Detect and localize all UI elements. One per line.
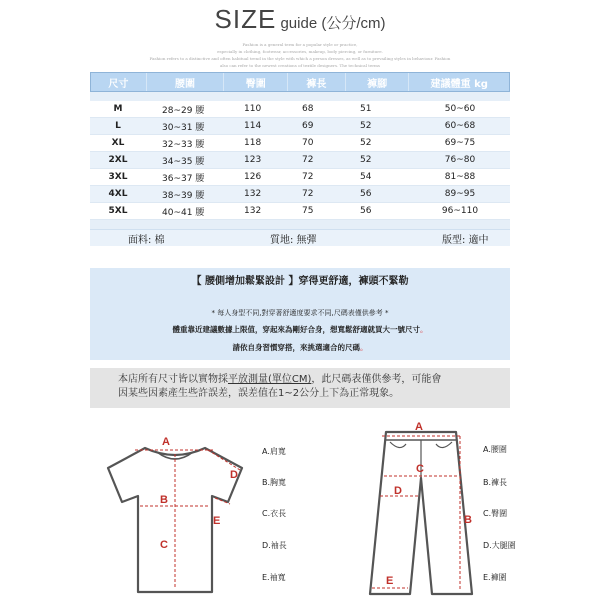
cell-hip: 132 (244, 189, 262, 199)
table-row (90, 135, 510, 152)
marker-c: C (160, 539, 168, 551)
size-table (90, 72, 510, 246)
header-waist: 腰圍 (147, 73, 225, 91)
header-weight: 建議體重 kg (430, 78, 488, 90)
cell-size: 3XL (108, 172, 128, 182)
cell-hip: 110 (244, 104, 262, 114)
fine-print-4: also can refer to the newest creations of textile designers. The technical terms (220, 63, 380, 68)
cell-waist: 32~33 腰 (162, 139, 205, 150)
header-length: 褲長 (288, 73, 346, 91)
marker-e: E (213, 515, 221, 527)
cell-size: 2XL (108, 155, 128, 165)
disclaimer-1a: 本店所有尺寸皆以實物採 (118, 374, 228, 385)
pants-pocket-right (436, 442, 452, 448)
notes-line-1: * 每人身型不同,對穿著舒適度要求不同,尺碼表僅供參考 * (211, 309, 389, 317)
pants-diagram (360, 418, 485, 598)
shirt-legend-d: D.袖長 (262, 541, 287, 550)
marker-d: D (394, 485, 402, 497)
header-hip: 臀圍 (224, 73, 288, 91)
notes-line-3 (90, 342, 510, 353)
cell-size: XL (111, 138, 125, 148)
material-label: 面料: 棉 (128, 234, 165, 246)
marker-e: E (386, 575, 394, 587)
cell-hem: 56 (360, 189, 372, 199)
cell-hem: 52 (360, 121, 372, 131)
marker-b: B (160, 494, 168, 506)
cell-hem: 51 (360, 104, 372, 114)
shirt-legend-b: B.胸寬 (262, 478, 287, 487)
cell-length: 75 (302, 206, 314, 216)
material-row (90, 229, 510, 246)
disclaimer-1u: 平放測量(單位CM) (228, 374, 312, 385)
marker-a: A (415, 421, 423, 433)
cell-length: 69 (302, 121, 314, 131)
cell-size: L (115, 121, 121, 131)
title-main: SIZE (214, 4, 277, 34)
shirt-legend-e: E.袖寬 (262, 573, 286, 582)
marker-d-line (208, 450, 240, 470)
cell-weight: 89~95 (444, 189, 476, 199)
cell-waist: 40~41 腰 (162, 207, 205, 218)
cell-hem: 54 (360, 172, 372, 182)
disclaimer-2: 因某些因素產生些許誤差，誤差值在1~2公分上下為正常現象。 (118, 388, 400, 399)
notes-line-2-text: 體重靠近建議數據上限值，穿起來為剛好合身，想寬鬆舒適就買大一號尺寸 (172, 325, 420, 334)
pants-pocket-left (390, 442, 406, 448)
cell-waist: 34~35 腰 (162, 156, 205, 167)
title-unit: (公分/cm) (317, 15, 386, 32)
notes-line-2 (90, 324, 510, 335)
measurement-disclaimer (90, 368, 510, 408)
cell-weight: 60~68 (444, 121, 476, 131)
table-row (90, 152, 510, 169)
pants-legend-e: E.褲圍 (483, 573, 507, 582)
table-header (90, 72, 510, 92)
notes-line-3-dot: 。 (360, 343, 368, 352)
cell-length: 72 (302, 189, 314, 199)
notes-panel (90, 268, 510, 360)
marker-c: C (416, 463, 424, 475)
table-row (90, 118, 510, 135)
cell-hip: 114 (244, 121, 262, 131)
pants-legend-d: D.大腿圍 (483, 541, 516, 550)
page-title (0, 4, 600, 35)
cell-length: 68 (302, 104, 314, 114)
marker-a: A (162, 436, 170, 448)
fine-print-1: Fashion is a general term for a popular style or practice, (242, 42, 358, 47)
cell-hem: 56 (360, 206, 372, 216)
pants-legend-c: C.臀圍 (483, 509, 508, 518)
title-sub: guide (276, 15, 318, 32)
marker-d: D (230, 469, 238, 481)
fit-label: 版型: 適中 (442, 234, 489, 246)
cell-size: M (113, 104, 123, 114)
cell-hip: 126 (244, 172, 262, 182)
cell-hem: 52 (360, 155, 372, 165)
cell-weight: 76~80 (444, 155, 476, 165)
cell-length: 72 (302, 155, 314, 165)
cell-size: 4XL (108, 189, 128, 199)
notes-line-2-dot: 。 (420, 325, 428, 334)
pants-legend-a: A.腰圍 (483, 445, 507, 454)
cell-waist: 36~37 腰 (162, 173, 205, 184)
disclaimer-1b: ，此尺碼表僅供參考，可能會 (311, 374, 442, 385)
texture-label: 質地: 無彈 (270, 234, 317, 246)
table-row (90, 169, 510, 186)
cell-weight: 96~110 (441, 206, 479, 216)
cell-size: 5XL (108, 206, 128, 216)
table-row (90, 101, 510, 118)
cell-weight: 81~88 (444, 172, 476, 182)
table-body (90, 101, 510, 220)
cell-weight: 69~75 (444, 138, 476, 148)
fine-print-3: Fashion refers to a distinctive and often habitual trend in the style with which a person dresses, as well as to prevailing styles in behaviour. Fashion (149, 56, 451, 61)
cell-hem: 52 (360, 138, 372, 148)
pants-legend-b: B.褲長 (483, 478, 508, 487)
fine-print-2: especially in clothing, footwear, accessories, makeup, body piercing, or furniture. (217, 49, 383, 54)
cell-length: 72 (302, 172, 314, 182)
header-hem: 褲腳 (346, 73, 410, 91)
header-size: 尺寸 (91, 73, 147, 91)
cell-length: 70 (302, 138, 314, 148)
shirt-legend-c: C.衣長 (262, 509, 287, 518)
shirt-legend-a: A.肩寬 (262, 447, 286, 456)
notes-headline: 【 腰側增加鬆緊設計 】穿得更舒適，褲頭不緊勒 (191, 276, 409, 287)
cell-hip: 132 (244, 206, 262, 216)
cell-hip: 118 (244, 138, 262, 148)
marker-b: B (464, 514, 472, 526)
table-row (90, 186, 510, 203)
table-row (90, 203, 510, 220)
cell-hip: 123 (244, 155, 262, 165)
tshirt-diagram (90, 430, 260, 598)
table-gap (90, 92, 510, 101)
cell-weight: 50~60 (444, 104, 476, 114)
notes-line-3-text: 請依自身習慣穿搭，來挑選適合的尺碼 (232, 343, 360, 352)
cell-waist: 38~39 腰 (162, 190, 205, 201)
table-gap (90, 220, 510, 229)
cell-waist: 30~31 腰 (162, 122, 205, 133)
cell-waist: 28~29 腰 (162, 105, 205, 116)
